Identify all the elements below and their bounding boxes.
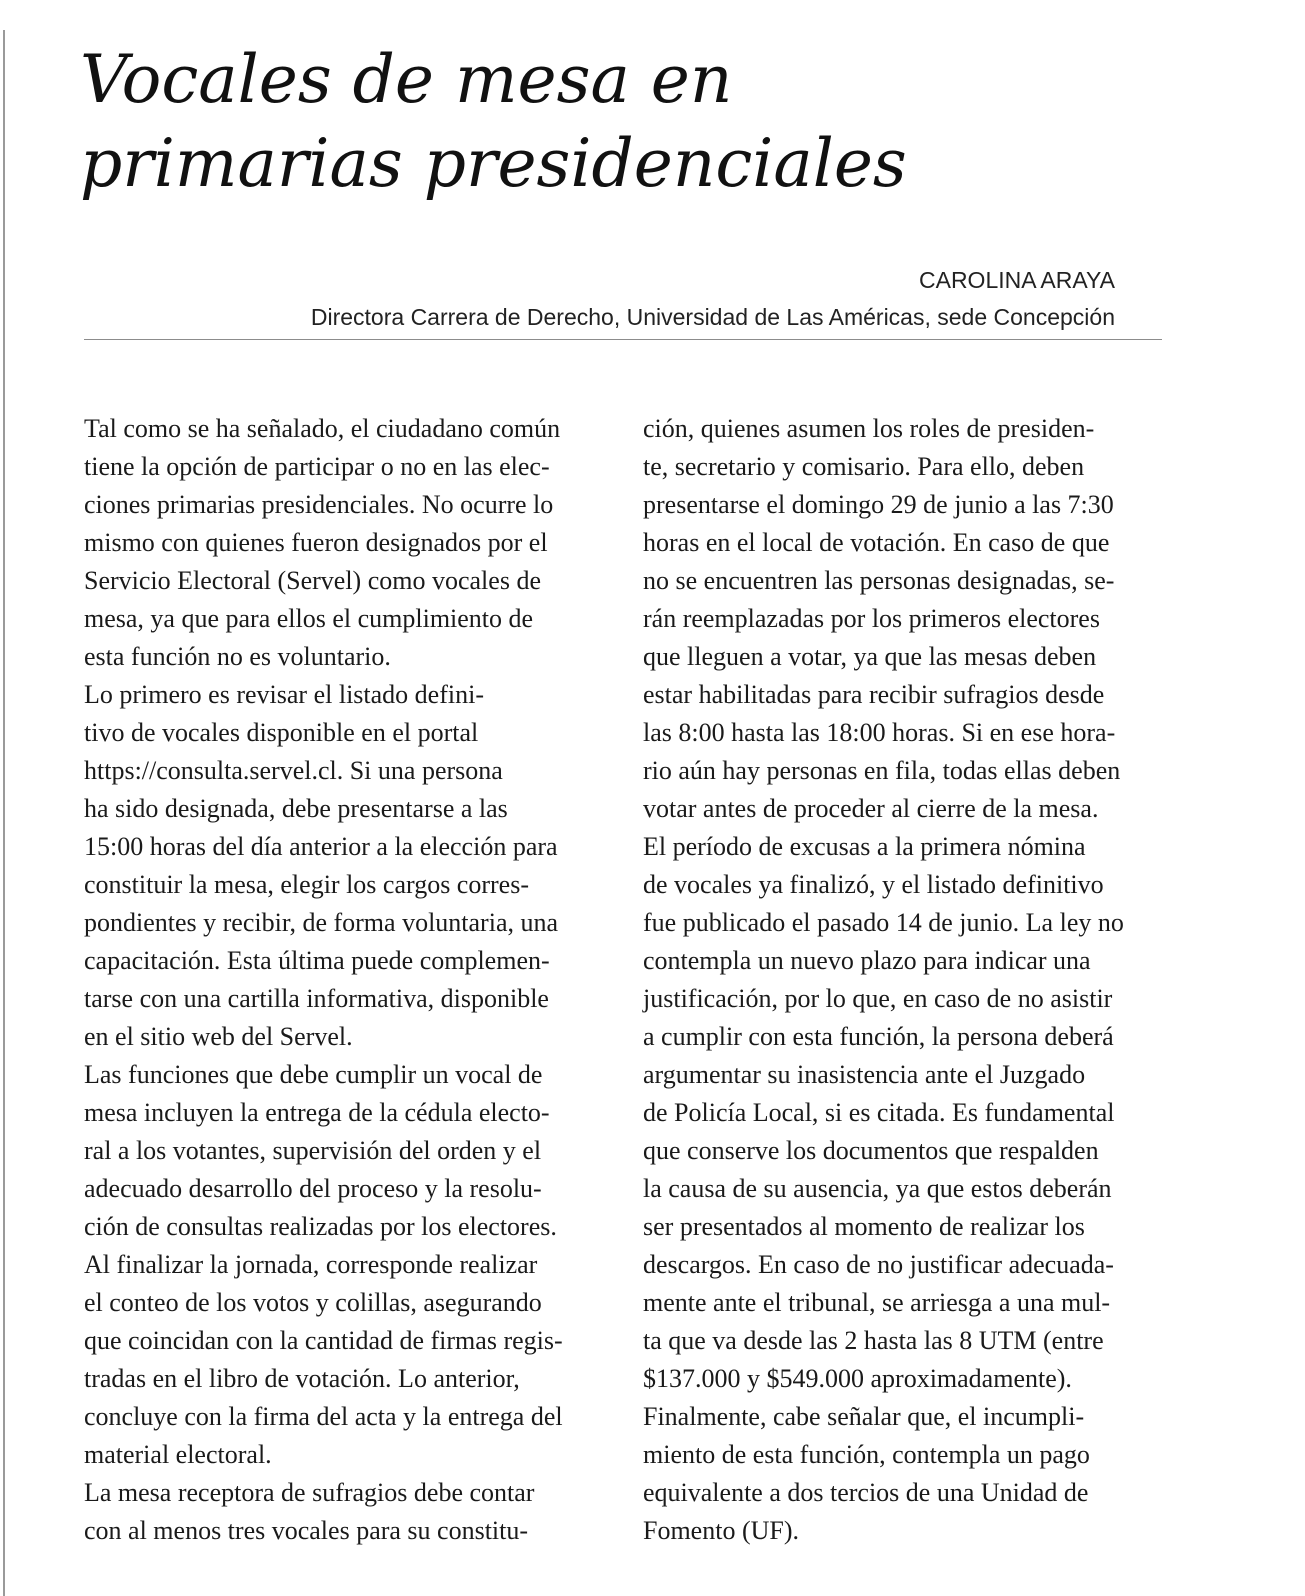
body-text-line: ción, quienes asumen los roles de presiden- (643, 414, 1095, 443)
body-text-line: horas en el local de votación. En caso de que (643, 528, 1110, 557)
body-text-line: votar antes de proceder al cierre de la mesa. (643, 794, 1099, 823)
body-text-line: rio aún hay personas en fila, todas ellas deben (643, 756, 1121, 785)
body-text-line: material electoral. (84, 1440, 272, 1469)
body-text-line: te, secretario y comisario. Para ello, deben (643, 452, 1085, 481)
body-text-line: mesa, ya que para ellos el cumplimiento de (84, 604, 534, 633)
body-text-line: $137.000 y $549.000 aproximadamente). (643, 1364, 1072, 1393)
body-text-line: https://consulta.servel.cl. Si una persona (84, 756, 503, 785)
body-text-line: constituir la mesa, elegir los cargos corres- (84, 870, 529, 899)
header-divider (84, 339, 1162, 340)
body-text-line: argumentar su inasistencia ante el Juzgado (643, 1060, 1086, 1089)
body-text-line: Lo primero es revisar el listado defini- (84, 680, 484, 709)
body-text-line: que lleguen a votar, ya que las mesas deben (643, 642, 1097, 671)
body-text-line: pondientes y recibir, de forma voluntaria, una (84, 908, 559, 937)
byline (311, 262, 1115, 336)
body-text-line: ha sido designada, debe presentarse a las (84, 794, 508, 823)
body-text-line: rán reemplazadas por los primeros electores (643, 604, 1100, 633)
body-text-line: a cumplir con esta función, la persona deberá (643, 1022, 1114, 1051)
body-text-line: no se encuentren las personas designadas, se- (643, 566, 1115, 595)
body-text-line: la causa de su ausencia, ya que estos deberán (643, 1174, 1112, 1203)
body-text-line: fue publicado el pasado 14 de junio. La ley no (643, 908, 1124, 937)
body-text-line: mesa incluyen la entrega de la cédula electo- (84, 1098, 550, 1127)
body-text-line: ral a los votantes, supervisión del orden y el (84, 1136, 542, 1165)
body-text-line: Servicio Electoral (Servel) como vocales de (84, 566, 541, 595)
body-text-line: tarse con una cartilla informativa, disponible (84, 984, 549, 1013)
body-text-line: esta función no es voluntario. (84, 642, 391, 671)
body-text-line: concluye con la firma del acta y la entrega del (84, 1402, 563, 1431)
body-text-line: de Policía Local, si es citada. Es fundamental (643, 1098, 1115, 1127)
body-text-line: en el sitio web del Servel. (84, 1022, 353, 1051)
body-text-line: el conteo de los votos y colillas, asegurando (84, 1288, 542, 1317)
body-text-line: las 8:00 hasta las 18:00 horas. Si en ese hora- (643, 718, 1116, 747)
author-role: Directora Carrera de Derecho, Universidad de Las Américas, sede Concepción (310, 304, 1115, 330)
body-text-line: 15:00 horas del día anterior a la elección para (84, 832, 558, 861)
body-text-line: descargos. En caso de no justificar adecuada- (643, 1250, 1114, 1279)
body-text-line: que coincidan con la cantidad de firmas regis- (84, 1326, 563, 1355)
body-column-right (643, 410, 1168, 1550)
page-edge-rule (3, 30, 5, 1596)
body-text-line: ciones primarias presidenciales. No ocurre lo (84, 490, 554, 519)
body-text-line: ción de consultas realizadas por los electores. (84, 1212, 557, 1241)
body-text-line: La mesa receptora de sufragios debe contar (84, 1478, 535, 1507)
body-text-line: mismo con quienes fueron designados por el (84, 528, 548, 557)
body-text-line: ser presentados al momento de realizar los (643, 1212, 1085, 1241)
article-title (80, 38, 1230, 206)
body-text-line: estar habilitadas para recibir sufragios desde (643, 680, 1105, 709)
body-text-line: capacitación. Esta última puede complemen- (84, 946, 550, 975)
title-line-2: primarias presidenciales (80, 125, 907, 202)
body-text-line: que conserve los documentos que respalden (643, 1136, 1099, 1165)
title-line-1: Vocales de mesa en (80, 41, 733, 118)
body-text-line: contempla un nuevo plazo para indicar una (643, 946, 1091, 975)
body-text-line: Al finalizar la jornada, corresponde realizar (84, 1250, 538, 1279)
body-text-line: miento de esta función, contempla un pago (643, 1440, 1090, 1469)
body-text-line: equivalente a dos tercios de una Unidad de (643, 1478, 1089, 1507)
body-text-line: de vocales ya finalizó, y el listado definitivo (643, 870, 1104, 899)
author-name: CAROLINA ARAYA (919, 267, 1115, 293)
body-text-line: tiene la opción de participar o no en las elec- (84, 452, 550, 481)
body-text-line: justificación, por lo que, en caso de no asistir (643, 984, 1113, 1013)
body-text-line: adecuado desarrollo del proceso y la resolu- (84, 1174, 542, 1203)
body-text-line: mente ante el tribunal, se arriesga a una mul- (643, 1288, 1111, 1317)
body-text-line: con al menos tres vocales para su constitu- (84, 1516, 529, 1545)
body-text-line: Finalmente, cabe señalar que, el incumpli- (643, 1402, 1085, 1431)
body-text-line: presentarse el domingo 29 de junio a las 7:30 (643, 490, 1114, 519)
body-text-line: tradas en el libro de votación. Lo anterior, (84, 1364, 520, 1393)
body-text-line: El período de excusas a la primera nómina (643, 832, 1086, 861)
body-text-line: Fomento (UF). (643, 1516, 799, 1545)
body-text-line: Tal como se ha señalado, el ciudadano común (84, 414, 561, 443)
body-text-line: Las funciones que debe cumplir un vocal de (84, 1060, 543, 1089)
body-text-line: ta que va desde las 2 hasta las 8 UTM (entre (643, 1326, 1104, 1355)
body-text-line: tivo de vocales disponible en el portal (84, 718, 479, 747)
body-column-left (84, 410, 609, 1550)
